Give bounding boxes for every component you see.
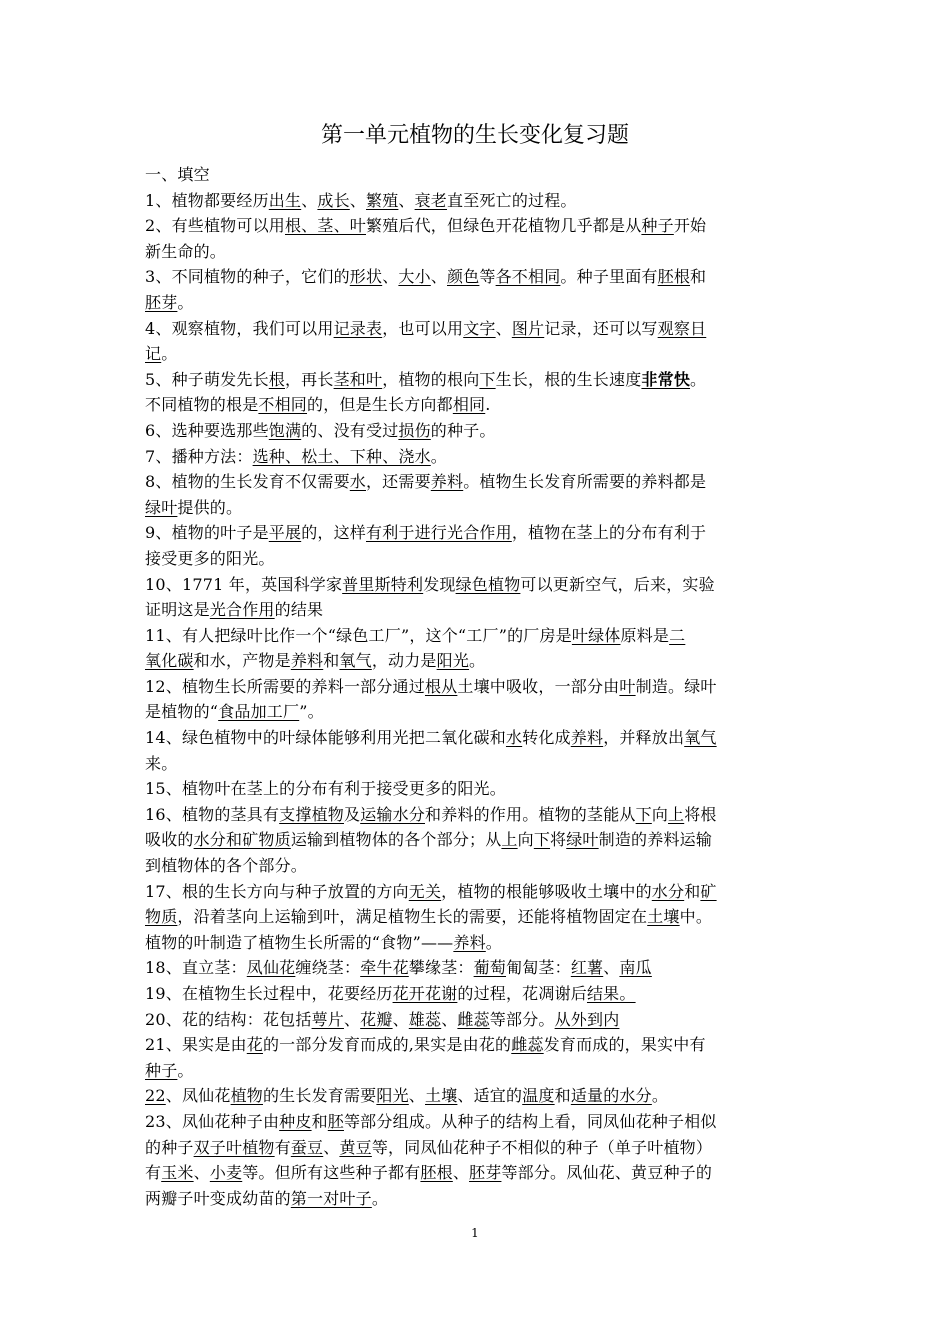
- text-segment: 和养料的作用。植物的茎能从: [425, 804, 636, 824]
- text-segment: 繁殖后代，但绿色开花植物几乎都是从: [366, 216, 642, 236]
- text-line: [145, 1186, 810, 1212]
- answer-underlined: 选种、松土、下种、浇水: [252, 446, 431, 466]
- text-segment: 21、果实是由: [145, 1035, 247, 1055]
- text-segment: 可以更新空气，后来，实验: [520, 574, 715, 594]
- text-segment: 17、根的生长方向与种子放置的方向: [145, 881, 409, 901]
- text-segment: 1、植物都要经历: [145, 190, 269, 210]
- answer-underlined: 适量的水分: [570, 1086, 652, 1106]
- answer-underlined: 平展: [268, 523, 302, 543]
- text-segment: 发现: [423, 574, 456, 594]
- answer-underlined: 玉米: [161, 1163, 194, 1183]
- text-segment: .: [485, 395, 491, 415]
- text-segment: 3、不同植物的种子，它们的: [145, 267, 350, 287]
- answer-underlined: 绿叶: [145, 497, 178, 517]
- text-segment: 。: [690, 369, 707, 389]
- text-segment: 8、植物的生长发育不仅需要: [145, 472, 350, 492]
- text-segment: ，还需要: [365, 472, 431, 492]
- text-segment: 。: [651, 1086, 669, 1106]
- text-segment: 新生命的。: [145, 241, 227, 261]
- answer-underlined: 水: [505, 728, 523, 748]
- answer-underlined: 雌蕊: [457, 1009, 490, 1029]
- text-segment: 两瓣子叶变成幼苗的: [145, 1188, 291, 1208]
- answer-underlined: 牵牛花: [360, 958, 409, 978]
- answer-underlined: 土壤: [647, 907, 680, 927]
- text-segment: 等，同凤仙花种子不相似的种子（单子叶植物）: [371, 1137, 713, 1157]
- text-segment: ，植物在茎上的分布有利于: [511, 523, 707, 543]
- answer-underlined: 胚芽: [469, 1163, 502, 1183]
- text-line: [145, 597, 810, 623]
- text-line: [145, 648, 810, 674]
- answer-underlined: 普里斯特利: [342, 574, 424, 594]
- answer-underlined: 凤仙花: [246, 958, 296, 978]
- answer-underlined: 种子: [641, 216, 674, 236]
- answer-underlined: 氧化碳: [145, 651, 194, 671]
- text-segment: 直至死亡的过程。: [447, 190, 577, 210]
- answer-underlined: 根从: [424, 676, 458, 696]
- document-body: [145, 162, 810, 1211]
- text-line: [145, 316, 810, 342]
- text-line: [145, 879, 810, 905]
- text-segment: 土壤中吸收，一部分由: [457, 676, 620, 696]
- answer-underlined: 第一对叶子: [290, 1188, 372, 1208]
- text-segment: 4、观察植物，我们可以用: [145, 318, 334, 338]
- text-segment: 的种子。: [430, 420, 496, 440]
- answer-underlined: 文字: [463, 318, 496, 338]
- text-segment: 23、凤仙花种子由: [145, 1111, 280, 1131]
- text-segment: 18、直立茎：: [145, 958, 247, 978]
- text-segment: 。种子里面有: [560, 267, 658, 287]
- text-line: [145, 955, 810, 981]
- text-line: [145, 930, 810, 956]
- answer-underlined: 花开花谢: [392, 984, 458, 1003]
- text-segment: 及: [343, 804, 361, 824]
- text-segment: 和水，产物是: [193, 651, 291, 671]
- answer-underlined: 矿: [700, 881, 717, 901]
- answer-underlined: 南瓜: [619, 958, 652, 978]
- text-segment: 开始: [673, 216, 707, 236]
- answer-underlined: 根: [268, 369, 285, 389]
- answer-underlined: 胚根: [657, 267, 691, 287]
- answer-underlined: 不相同: [258, 395, 308, 415]
- answer-underlined: 物质: [145, 907, 178, 927]
- text-segment: 攀缘茎：: [408, 958, 474, 978]
- text-segment: 。: [177, 1060, 194, 1080]
- answer-underlined: 红薯: [570, 958, 604, 978]
- text-segment: ，植物的根能够吸收土壤中的: [441, 881, 652, 901]
- text-segment: 证明这是: [145, 600, 210, 620]
- text-segment: 、: [398, 190, 415, 210]
- text-line: [145, 1109, 810, 1135]
- answer-underlined: 叶: [619, 676, 636, 696]
- text-line: [145, 1083, 810, 1109]
- answer-underlined: 花: [246, 1035, 263, 1055]
- text-segment: ，再长: [284, 369, 334, 389]
- text-segment: 2、有些植物可以用: [145, 216, 285, 236]
- page-number: 1: [471, 1226, 479, 1240]
- text-line: [145, 520, 810, 546]
- text-line: [145, 1058, 810, 1084]
- text-line: [145, 341, 810, 367]
- answer-underlined: 上: [668, 804, 685, 824]
- text-line: [145, 239, 810, 265]
- answer-underlined: 种皮: [279, 1111, 312, 1131]
- answer-underlined: 土壤: [425, 1086, 458, 1106]
- text-segment: 。: [371, 1188, 389, 1208]
- answer-underlined: 双子叶植物: [193, 1137, 275, 1157]
- answer-underlined: 结果。: [586, 984, 636, 1003]
- text-segment: 、: [392, 1009, 409, 1029]
- answer-underlined: 种子: [145, 1060, 178, 1080]
- answer-underlined: 下: [479, 369, 496, 389]
- answer-underlined: 22: [145, 1086, 166, 1106]
- text-segment: 的，这样: [301, 523, 366, 543]
- text-segment: 植物的叶制造了植物生长所需的“食物”——: [145, 932, 454, 952]
- text-segment: 5、种子萌发先长: [145, 369, 269, 389]
- text-segment: 。: [430, 446, 447, 466]
- answer-underlined: 上: [501, 830, 518, 850]
- text-segment: 、: [430, 267, 447, 287]
- text-line: [145, 853, 810, 879]
- text-segment: 等部分。凤仙花、黄豆种子的: [501, 1163, 713, 1183]
- page-title: 第一单元植物的生长变化复习题: [320, 123, 629, 148]
- text-line: [145, 469, 810, 495]
- text-segment: 、: [349, 190, 366, 210]
- answer-underlined: 食品加工厂: [218, 702, 300, 722]
- text-segment: 、适宜的: [457, 1086, 523, 1106]
- answer-underlined: 绿色植物: [455, 574, 521, 594]
- text-line: [145, 1007, 810, 1033]
- text-segment: 原料是: [620, 625, 670, 645]
- text-segment: 和: [690, 267, 707, 287]
- answer-underlined: 各不相同: [495, 267, 561, 287]
- text-segment: 9、植物的叶子是: [145, 523, 269, 543]
- answer-underlined: 形状: [349, 267, 383, 287]
- answer-underlined: 胚: [327, 1111, 344, 1131]
- answer-underlined: 观察日: [657, 318, 707, 338]
- text-segment: 等部分。: [489, 1009, 555, 1029]
- answer-underlined: 胚根: [420, 1163, 453, 1183]
- answer-underlined: 水分和矿物质: [193, 830, 291, 850]
- answer-underlined: 植物: [230, 1086, 263, 1106]
- text-segment: 的、没有受过: [301, 420, 399, 440]
- text-segment: 16、植物的茎具有: [145, 804, 280, 824]
- text-segment: 、: [323, 1137, 340, 1157]
- answer-underlined: 黄豆: [339, 1137, 372, 1157]
- text-line: [145, 674, 810, 700]
- text-segment: 。: [469, 651, 486, 671]
- text-line: [145, 418, 810, 444]
- text-segment: 15、植物叶在茎上的分布有利于接受更多的阳光。: [145, 779, 506, 799]
- answer-underlined: 光合作用: [209, 600, 275, 620]
- text-segment: 到植物体的各个部分。: [145, 856, 308, 876]
- text-segment: 、: [408, 1086, 425, 1106]
- text-line: [145, 1032, 810, 1058]
- text-segment: 匍匐茎：: [506, 958, 571, 978]
- text-segment: 接受更多的阳光。: [145, 548, 275, 568]
- text-line: [145, 495, 810, 521]
- text-segment: 的种子: [145, 1137, 194, 1157]
- text-segment: 缠绕茎：: [295, 958, 361, 978]
- text-segment: 的生长发育需要: [262, 1086, 377, 1106]
- section-heading: 一、填空: [145, 165, 210, 184]
- text-segment: 12、植物生长所需要的养料一部分通过: [145, 676, 425, 696]
- question-list: [145, 188, 810, 1212]
- answer-underlined: 记录表: [333, 318, 383, 338]
- text-segment: 。: [161, 344, 178, 364]
- text-segment: 、: [382, 267, 399, 287]
- answer-underlined: 有利于进行光合作用: [366, 523, 512, 543]
- answer-underlined: 阳光: [436, 651, 470, 671]
- text-segment: 和: [323, 651, 340, 671]
- answer-underlined: 下: [533, 830, 551, 850]
- text-segment: 和: [311, 1111, 328, 1131]
- text-segment: 、: [495, 318, 512, 338]
- text-segment: ，植物的根向: [382, 369, 480, 389]
- answer-underlined: 饱满: [268, 420, 302, 440]
- answer-underlined: 从外到内: [554, 1009, 620, 1029]
- text-segment: 、: [441, 1009, 458, 1029]
- text-segment: 、: [603, 958, 620, 978]
- text-segment: 中。: [679, 907, 713, 927]
- answer-underlined: 图片: [511, 318, 545, 338]
- text-segment: 等部分组成。从种子的结构上看，同凤仙花种子相似: [343, 1111, 717, 1131]
- text-segment: 将根: [684, 804, 717, 824]
- text-segment: ，沿着茎向上运输到叶，满足植物生长的需要，还能将植物固定在: [177, 907, 648, 927]
- text-line: [145, 213, 810, 239]
- answer-underlined: 衰老: [414, 190, 448, 210]
- text-segment: 转化成: [522, 728, 571, 748]
- text-segment: 制造。绿叶: [635, 676, 717, 696]
- text-line: [145, 290, 810, 316]
- answer-underlined: 养料: [290, 651, 324, 671]
- text-line: [145, 264, 810, 290]
- answer-underlined: 成长: [317, 190, 350, 210]
- text-segment: 有: [145, 1163, 162, 1183]
- answer-underlined: 阳光: [376, 1086, 409, 1106]
- text-segment: 不同植物的根是: [145, 395, 259, 415]
- text-segment: 来。: [145, 753, 178, 773]
- answer-underlined: 雌蕊: [511, 1035, 544, 1055]
- answer-underlined: 养料: [453, 932, 486, 952]
- text-segment: 是植物的“: [145, 702, 219, 722]
- text-line: [145, 392, 810, 418]
- text-line: [145, 546, 810, 572]
- answer-underlined: 萼片: [311, 1009, 344, 1029]
- text-segment: 、: [343, 1009, 361, 1029]
- text-segment: 19、在植物生长过程中，花要经历: [145, 984, 393, 1003]
- text-line: [145, 444, 810, 470]
- answer-underlined: 无关: [408, 881, 442, 901]
- text-segment: 。植物生长发育所需要的养料都是: [463, 472, 707, 492]
- answer-underlined: 蚕豆: [290, 1137, 324, 1157]
- text-line: [145, 904, 810, 930]
- text-segment: 。: [177, 292, 194, 312]
- answer-underlined: 大小: [398, 267, 431, 287]
- answer-underlined: 下: [635, 804, 652, 824]
- text-segment: 和: [554, 1086, 571, 1106]
- text-segment: 等: [479, 267, 496, 287]
- answer-underlined: 相同: [452, 395, 486, 415]
- text-segment: 14、绿色植物中的叶绿体能够利用光把二氧化碳和: [145, 728, 506, 748]
- text-segment: 7、播种方法：: [145, 446, 253, 466]
- text-line: [145, 1160, 810, 1186]
- text-segment: ，动力是: [371, 651, 437, 671]
- text-segment: 将: [550, 830, 567, 850]
- text-segment: ，并释放出: [603, 728, 685, 748]
- text-segment: 6、选种要选那些: [145, 420, 269, 440]
- text-line: [145, 188, 810, 214]
- answer-underlined: 水分: [651, 881, 685, 901]
- answer-underlined: 水: [349, 472, 366, 492]
- answer-underlined: 损伤: [398, 420, 431, 440]
- text-line: [145, 981, 810, 1007]
- answer-underlined: 颜色: [447, 267, 480, 287]
- text-segment: 的过程，花凋谢后: [457, 984, 587, 1003]
- answer-underlined: 二: [669, 625, 686, 645]
- text-segment: 、: [193, 1163, 210, 1183]
- text-segment: 有: [274, 1137, 291, 1157]
- text-segment: 、凤仙花: [165, 1086, 231, 1106]
- answer-underlined: 繁殖: [366, 190, 399, 210]
- text-segment: ”。: [299, 702, 324, 722]
- text-line: [145, 725, 810, 751]
- answer-underlined: 运输水分: [360, 804, 425, 824]
- text-line: [145, 699, 810, 725]
- answer-underlined: 叶绿体: [571, 625, 621, 645]
- text-line: [145, 572, 810, 598]
- text-line: [145, 827, 810, 853]
- text-line: [145, 623, 810, 649]
- text-segment: 的一部分发育而成的,果实是由花的: [262, 1035, 512, 1055]
- text-segment: ，也可以用: [382, 318, 464, 338]
- text-segment: 记录，还可以写: [544, 318, 658, 338]
- text-line: [145, 802, 810, 828]
- text-segment: 20、花的结构：花包括: [145, 1009, 312, 1029]
- answer-underlined: 绿叶: [566, 830, 599, 850]
- answer-bold: 非常快: [641, 369, 691, 389]
- answer-underlined: 氧气: [684, 728, 717, 748]
- answer-underlined: 胚芽: [145, 292, 178, 312]
- text-segment: 向: [517, 830, 534, 850]
- text-line: [145, 751, 810, 777]
- text-segment: 和: [684, 881, 701, 901]
- text-segment: 、: [452, 1163, 470, 1183]
- answer-underlined: 养料: [570, 728, 604, 748]
- answer-underlined: 记: [145, 344, 162, 364]
- answer-underlined: 花瓣: [360, 1009, 393, 1029]
- text-segment: 11、有人把绿叶比作一个“绿色工厂”，这个“工厂”的厂房是: [145, 625, 572, 645]
- text-segment: 的结果: [274, 600, 324, 620]
- answer-underlined: 氧气: [339, 651, 372, 671]
- answer-underlined: 养料: [430, 472, 464, 492]
- answer-underlined: 根、茎、叶: [284, 216, 366, 236]
- answer-underlined: 支撑植物: [279, 804, 344, 824]
- answer-underlined: 小麦: [209, 1163, 243, 1183]
- text-line: [145, 776, 810, 802]
- text-segment: 10、1771 年，英国科学家: [145, 574, 343, 594]
- text-segment: 提供的。: [177, 497, 243, 517]
- text-segment: 、: [301, 190, 318, 210]
- text-segment: 吸收的: [145, 830, 194, 850]
- answer-underlined: 出生: [268, 190, 302, 210]
- text-segment: 发育而成的，果实中有: [543, 1035, 706, 1055]
- text-segment: 的，但是生长方向都: [307, 395, 453, 415]
- text-line: [145, 1135, 810, 1161]
- answer-underlined: 葡萄: [473, 958, 507, 978]
- text-segment: 生长，根的生长速度: [495, 369, 642, 389]
- text-line: [145, 367, 810, 393]
- text-segment: 。: [485, 932, 502, 952]
- text-segment: 等。但所有这些种子都有: [242, 1163, 421, 1183]
- text-segment: 运输到植物体的各个部分；从: [290, 830, 502, 850]
- answer-underlined: 雄蕊: [408, 1009, 442, 1029]
- text-segment: 制造的养料运输: [598, 830, 713, 850]
- answer-underlined: 温度: [522, 1086, 555, 1106]
- text-segment: 向: [651, 804, 669, 824]
- answer-underlined: 茎和叶: [333, 369, 383, 389]
